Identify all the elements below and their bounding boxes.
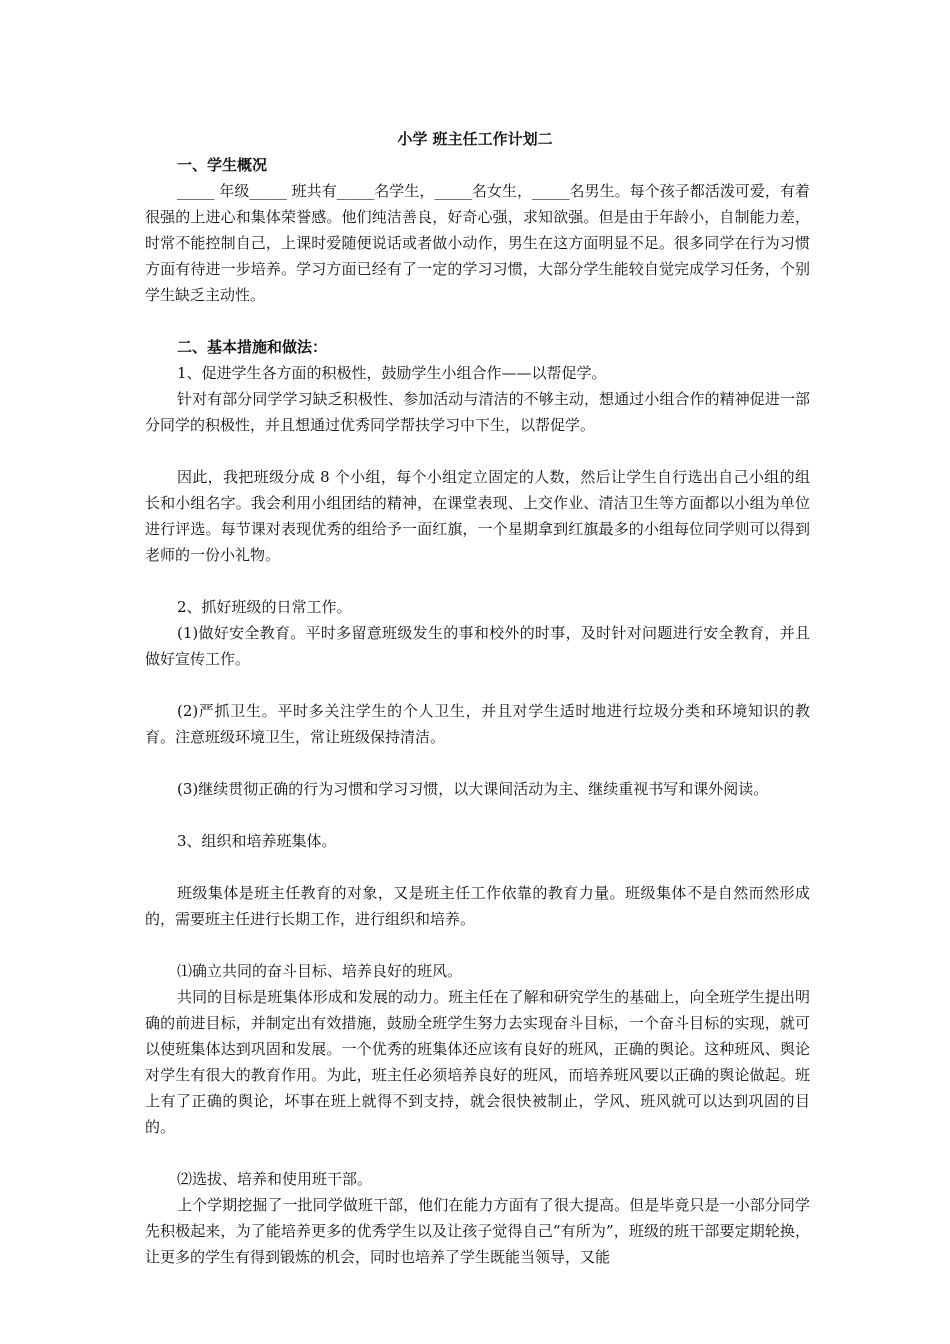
list-item-heading: 2、抓好班级的日常工作。 <box>177 598 352 616</box>
paragraph: 针对有部分同学学习缺乏积极性、参加活动与清洁的不够主动，想通过小组合作的精神促进一部分同学的积极性，并且想通过优秀同学帮扶学习中下生，以帮促学。 <box>145 390 810 434</box>
section-heading-student-overview: 一、学生概况 <box>177 156 268 174</box>
paragraph: (2)严抓卫生。平时多关注学生的个人卫生，并且对学生适时地进行垃圾分类和环境知识的教育。注意班级环境卫生，常让班级保持清洁。 <box>145 702 810 746</box>
paragraph: 因此，我把班级分成 8 个小组，每个小组定立固定的人数，然后让学生自行选出自己小组的组长和小组名字。我会利用小组团结的精神，在课堂表现、上交作业、清洁卫生等方面都以小组为单位进行评选。每节课对表现优秀的组给予一面红旗，一个星期拿到红旗最多的小组每位同学则可以得到老师的一份小礼物。 <box>145 468 810 564</box>
sub-item-heading: ⑵选拔、培养和使用班干部。 <box>177 1170 373 1188</box>
document-title: 小学 班主任工作计划二 <box>397 130 553 148</box>
sub-item-heading: ⑴确立共同的奋斗目标、培养良好的班风。 <box>177 962 463 980</box>
paragraph: _____ 年级_____ 班共有_____名学生，_____名女生，_____名男生。每个孩子都活泼可爱，有着很强的上进心和集体荣誉感。他们纯洁善良，好奇心强，求知欲强。但是由于年龄小，自制能力差，时常不能控制自己，上课时爱随便说话或者做小动作，男生在这方面明显不足。很多同学在行为习惯方面有待进一步培养。学习方面已经有了一定的学习习惯，大部分学生能较自觉完成学习任务，个别学生缺乏主动性。 <box>145 182 810 304</box>
paragraph: 班级集体是班主任教育的对象，又是班主任工作依靠的教育力量。班级集体不是自然而然形成的，需要班主任进行长期工作，进行组织和培养。 <box>145 884 810 928</box>
paragraph: (3)继续贯彻正确的行为习惯和学习习惯，以大课间活动为主、继续重视书写和课外阅读。 <box>177 780 769 798</box>
paragraph: (1)做好安全教育。平时多留意班级发生的事和校外的时事，及时针对问题进行安全教育，并且做好宣传工作。 <box>145 624 810 668</box>
document-body <box>145 152 810 1270</box>
list-item-heading: 1、促进学生各方面的积极性，鼓励学生小组合作——以帮促学。 <box>177 364 607 382</box>
paragraph: 上个学期挖掘了一批同学做班干部，他们在能力方面有了很大提高。但是毕竟只是一小部分同学先积极起来，为了能培养更多的优秀学生以及让孩子觉得自己“有所为”，班级的班干部要定期轮换，让更多的学生有得到锻炼的机会，同时也培养了学生既能当领导，又能 <box>145 1196 810 1266</box>
paragraph: 共同的目标是班集体形成和发展的动力。班主任在了解和研究学生的基础上，向全班学生提出明确的前进目标，并制定出有效措施，鼓励全班学生努力去实现奋斗目标，一个奋斗目标的实现，就可以使班集体达到巩固和发展。一个优秀的班集体还应该有良好的班风，正确的舆论。这种班风、舆论对学生有很大的教育作用。为此，班主任必须培养良好的班风，而培养班风要以正确的舆论做起。班上有了正确的舆论，坏事在班上就得不到支持，就会很快被制止，学风、班风就可以达到巩固的目的。 <box>145 988 810 1136</box>
section-heading-measures: 二、基本措施和做法： <box>177 338 328 356</box>
list-item-heading: 3、组织和培养班集体。 <box>177 832 337 850</box>
